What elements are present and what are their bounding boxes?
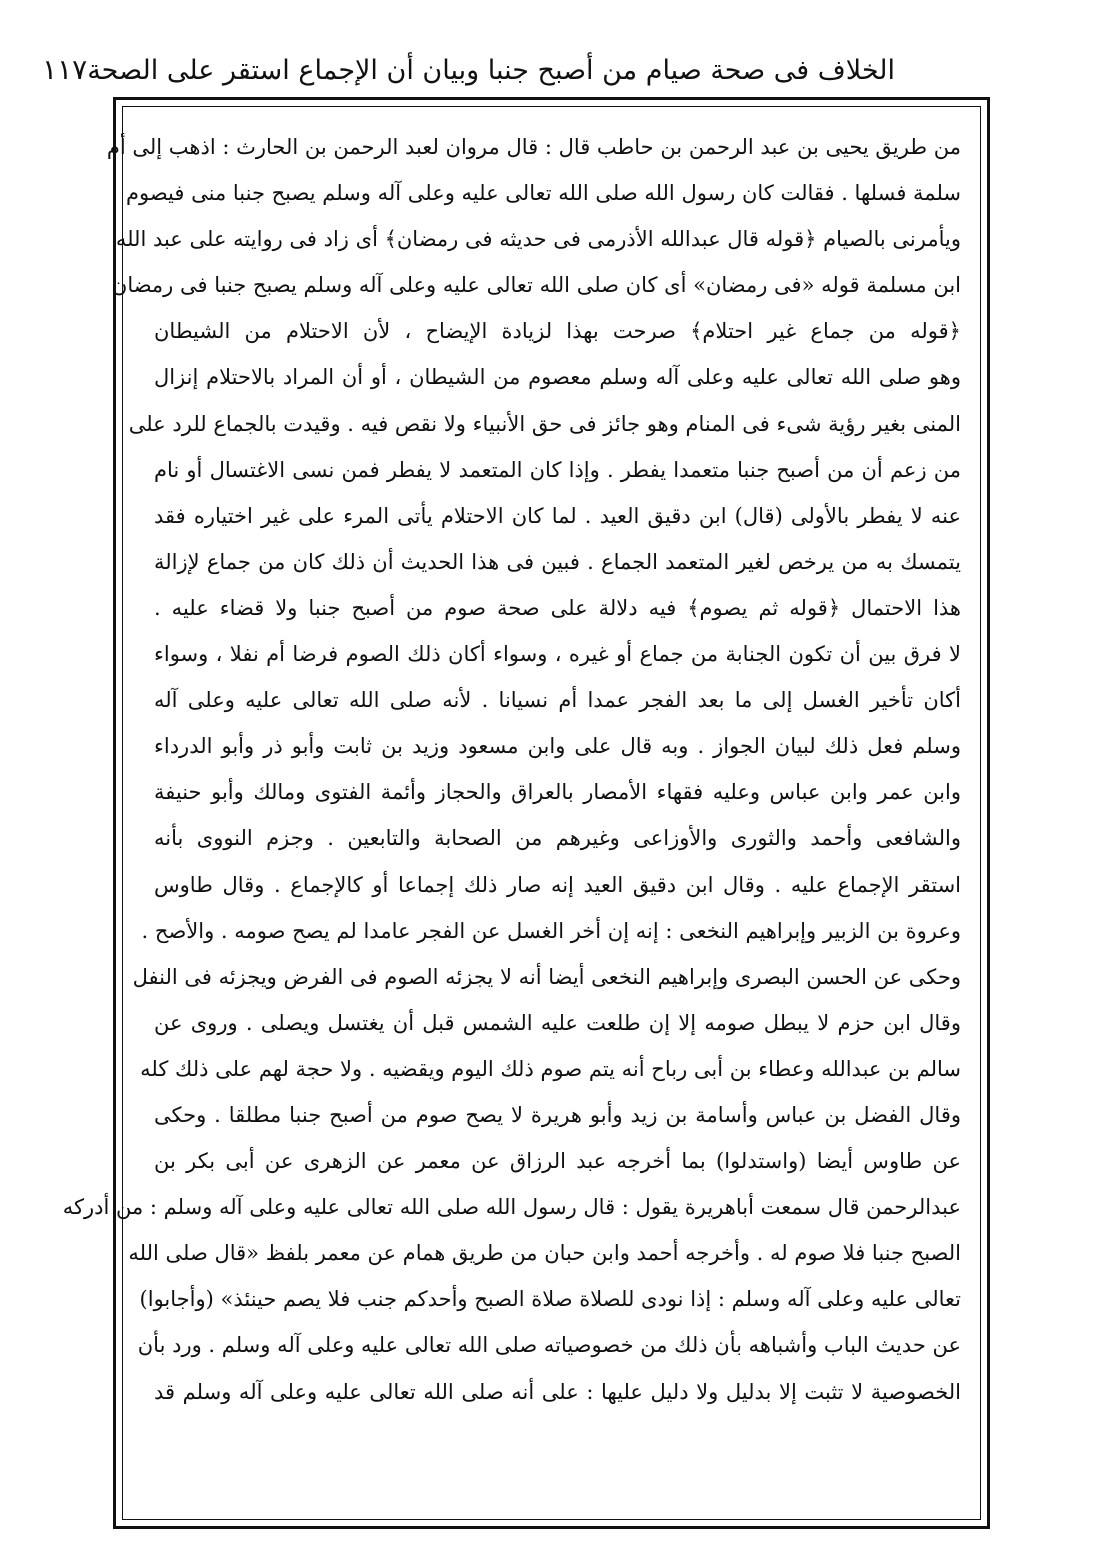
text-line: من زعم أن من أصبح جنبا متعمدا يفطر . وإذا كان المتعمد لا يفطر فمن نسى الاغتسال أو نام	[154, 457, 961, 482]
text-line: الخصوصية لا تثبت إلا بدليل ولا دليل عليها : على أنه صلى الله تعالى عليه وعلى آله وسلم قد	[154, 1379, 961, 1404]
text-line: وابن عمر وابن عباس وعليه فقهاء الأمصار بالعراق والحجاز وأئمة الفتوى ومالك وأبو حنيفة	[154, 780, 961, 805]
text-line: ﴿قوله من جماع غير احتلام﴾ صرحت بهذا لزيادة الإيضاح ، لأن الاحتلام من الشيطان	[154, 319, 961, 344]
text-line: وعروة بن الزبير وإبراهيم النخعى : إنه إن أخر الغسل عن الفجر عامدا لم يصح صومه . والأصح .	[141, 918, 961, 943]
text-line: وهو صلى الله تعالى عليه وعلى آله وسلم معصوم من الشيطان ، أو أن المراد بالاحتلام إنزال	[154, 365, 961, 390]
text-line: المنى بغير رؤية شىء فى المنام وهو جائز فى حق الأنبياء ولا نقص فيه . وقيدت بالجماع للرد على	[128, 411, 961, 436]
text-line: عن طاوس أيضا (واستدلوا) بما أخرجه عبد الرزاق عن معمر عن الزهرى عن أبى بكر بن	[154, 1149, 961, 1174]
text-line: سالم بن عبدالله وعطاء بن أبى رباح أنه يتم صوم ذلك اليوم ويقضيه . ولا حجة لهم على ذلك كله	[140, 1056, 961, 1081]
text-line: وسلم فعل ذلك لبيان الجواز . وبه قال على وابن مسعود وزيد بن ثابت وأبو ذر وأبو الدرداء	[154, 734, 961, 759]
text-line: أكان تأخير الغسل إلى ما بعد الفجر عمدا أم نسيانا . لأنه صلى الله تعالى عليه وعلى آله	[154, 688, 961, 713]
text-line: ويأمرنى بالصيام ﴿قوله قال عبدالله الأذرمى فى حديثه فى رمضان﴾ أى زاد فى روايته على عبد الله	[115, 227, 961, 252]
text-line: استقر الإجماع عليه . وقال ابن دقيق العيد إنه صار ذلك إجماعا أو كالإجماع . وقال طاوس	[154, 872, 961, 897]
page-header	[42, 48, 895, 92]
text-line: وحكى عن الحسن البصرى وإبراهيم النخعى أيضا أنه لا يجزئه الصوم فى الفرض ويجزئه فى النفل	[132, 964, 961, 989]
text-line: عبدالرحمن قال سمعت أباهريرة يقول : قال رسول الله صلى الله تعالى عليه وعلى آله وسلم : من أدركه	[62, 1195, 961, 1220]
text-line: ابن مسلمة قوله «فى رمضان» أى كان صلى الله تعالى عليه وعلى آله وسلم يصبح جنبا فى رمضان	[111, 273, 961, 298]
running-title: الخلاف فى صحة صيام من أصبح جنبا وبيان أن الإجماع استقر على الصحة	[87, 54, 895, 86]
text-line: عنه لا يفطر بالأولى (قال) ابن دقيق العيد . لما كان الاحتلام يأتى المرء على غير اختياره فقد	[154, 503, 961, 528]
body-text	[62, 124, 961, 1415]
text-line: والشافعى وأحمد والثورى والأوزاعى وغيرهم من الصحابة والتابعين . وجزم النووى بأنه	[154, 826, 961, 851]
text-line: عن حديث الباب وأشباهه بأن ذلك من خصوصياته صلى الله تعالى عليه وعلى آله وسلم . ورد بأن	[137, 1333, 961, 1358]
text-line: تعالى عليه وعلى آله وسلم : إذا نودى للصلاة صلاة الصبح وأحدكم جنب فلا يصم حينئذ» (وأجابوا)	[139, 1287, 961, 1312]
page-number: ١١٧	[42, 53, 88, 86]
text-line: الصبح جنبا فلا صوم له . وأخرجه أحمد وابن حبان من طريق همام عن معمر بلفظ «قال صلى الله	[128, 1241, 961, 1266]
text-line: وقال ابن حزم لا يبطل صومه إلا إن طلعت عليه الشمس قبل أن يغتسل ويصلى . وروى عن	[154, 1010, 961, 1035]
text-line: لا فرق بين أن تكون الجنابة من جماع أو غيره ، وسواء أكان ذلك الصوم فرضا أم نفلا ، وسواء	[154, 642, 961, 667]
text-line: يتمسك به من يرخص لغير المتعمد الجماع . فبين فى هذا الحديث أن ذلك كان من جماع لإزالة	[154, 549, 961, 574]
text-line: من طريق يحيى بن عبد الرحمن بن حاطب قال : قال مروان لعبد الرحمن بن الحارث : اذهب إلى أم	[106, 135, 961, 159]
text-line: وقال الفضل بن عباس وأسامة بن زيد وأبو هريرة لا يصح صوم من أصبح جنبا مطلقا . وحكى	[154, 1102, 961, 1127]
text-line: هذا الاحتمال ﴿قوله ثم يصوم﴾ فيه دلالة على صحة صوم من أصبح جنبا ولا قضاء عليه .	[154, 595, 961, 620]
text-line: سلمة فسلها . فقالت كان رسول الله صلى الله تعالى عليه وعلى آله وسلم يصبح جنبا منى فيصوم	[126, 181, 961, 206]
